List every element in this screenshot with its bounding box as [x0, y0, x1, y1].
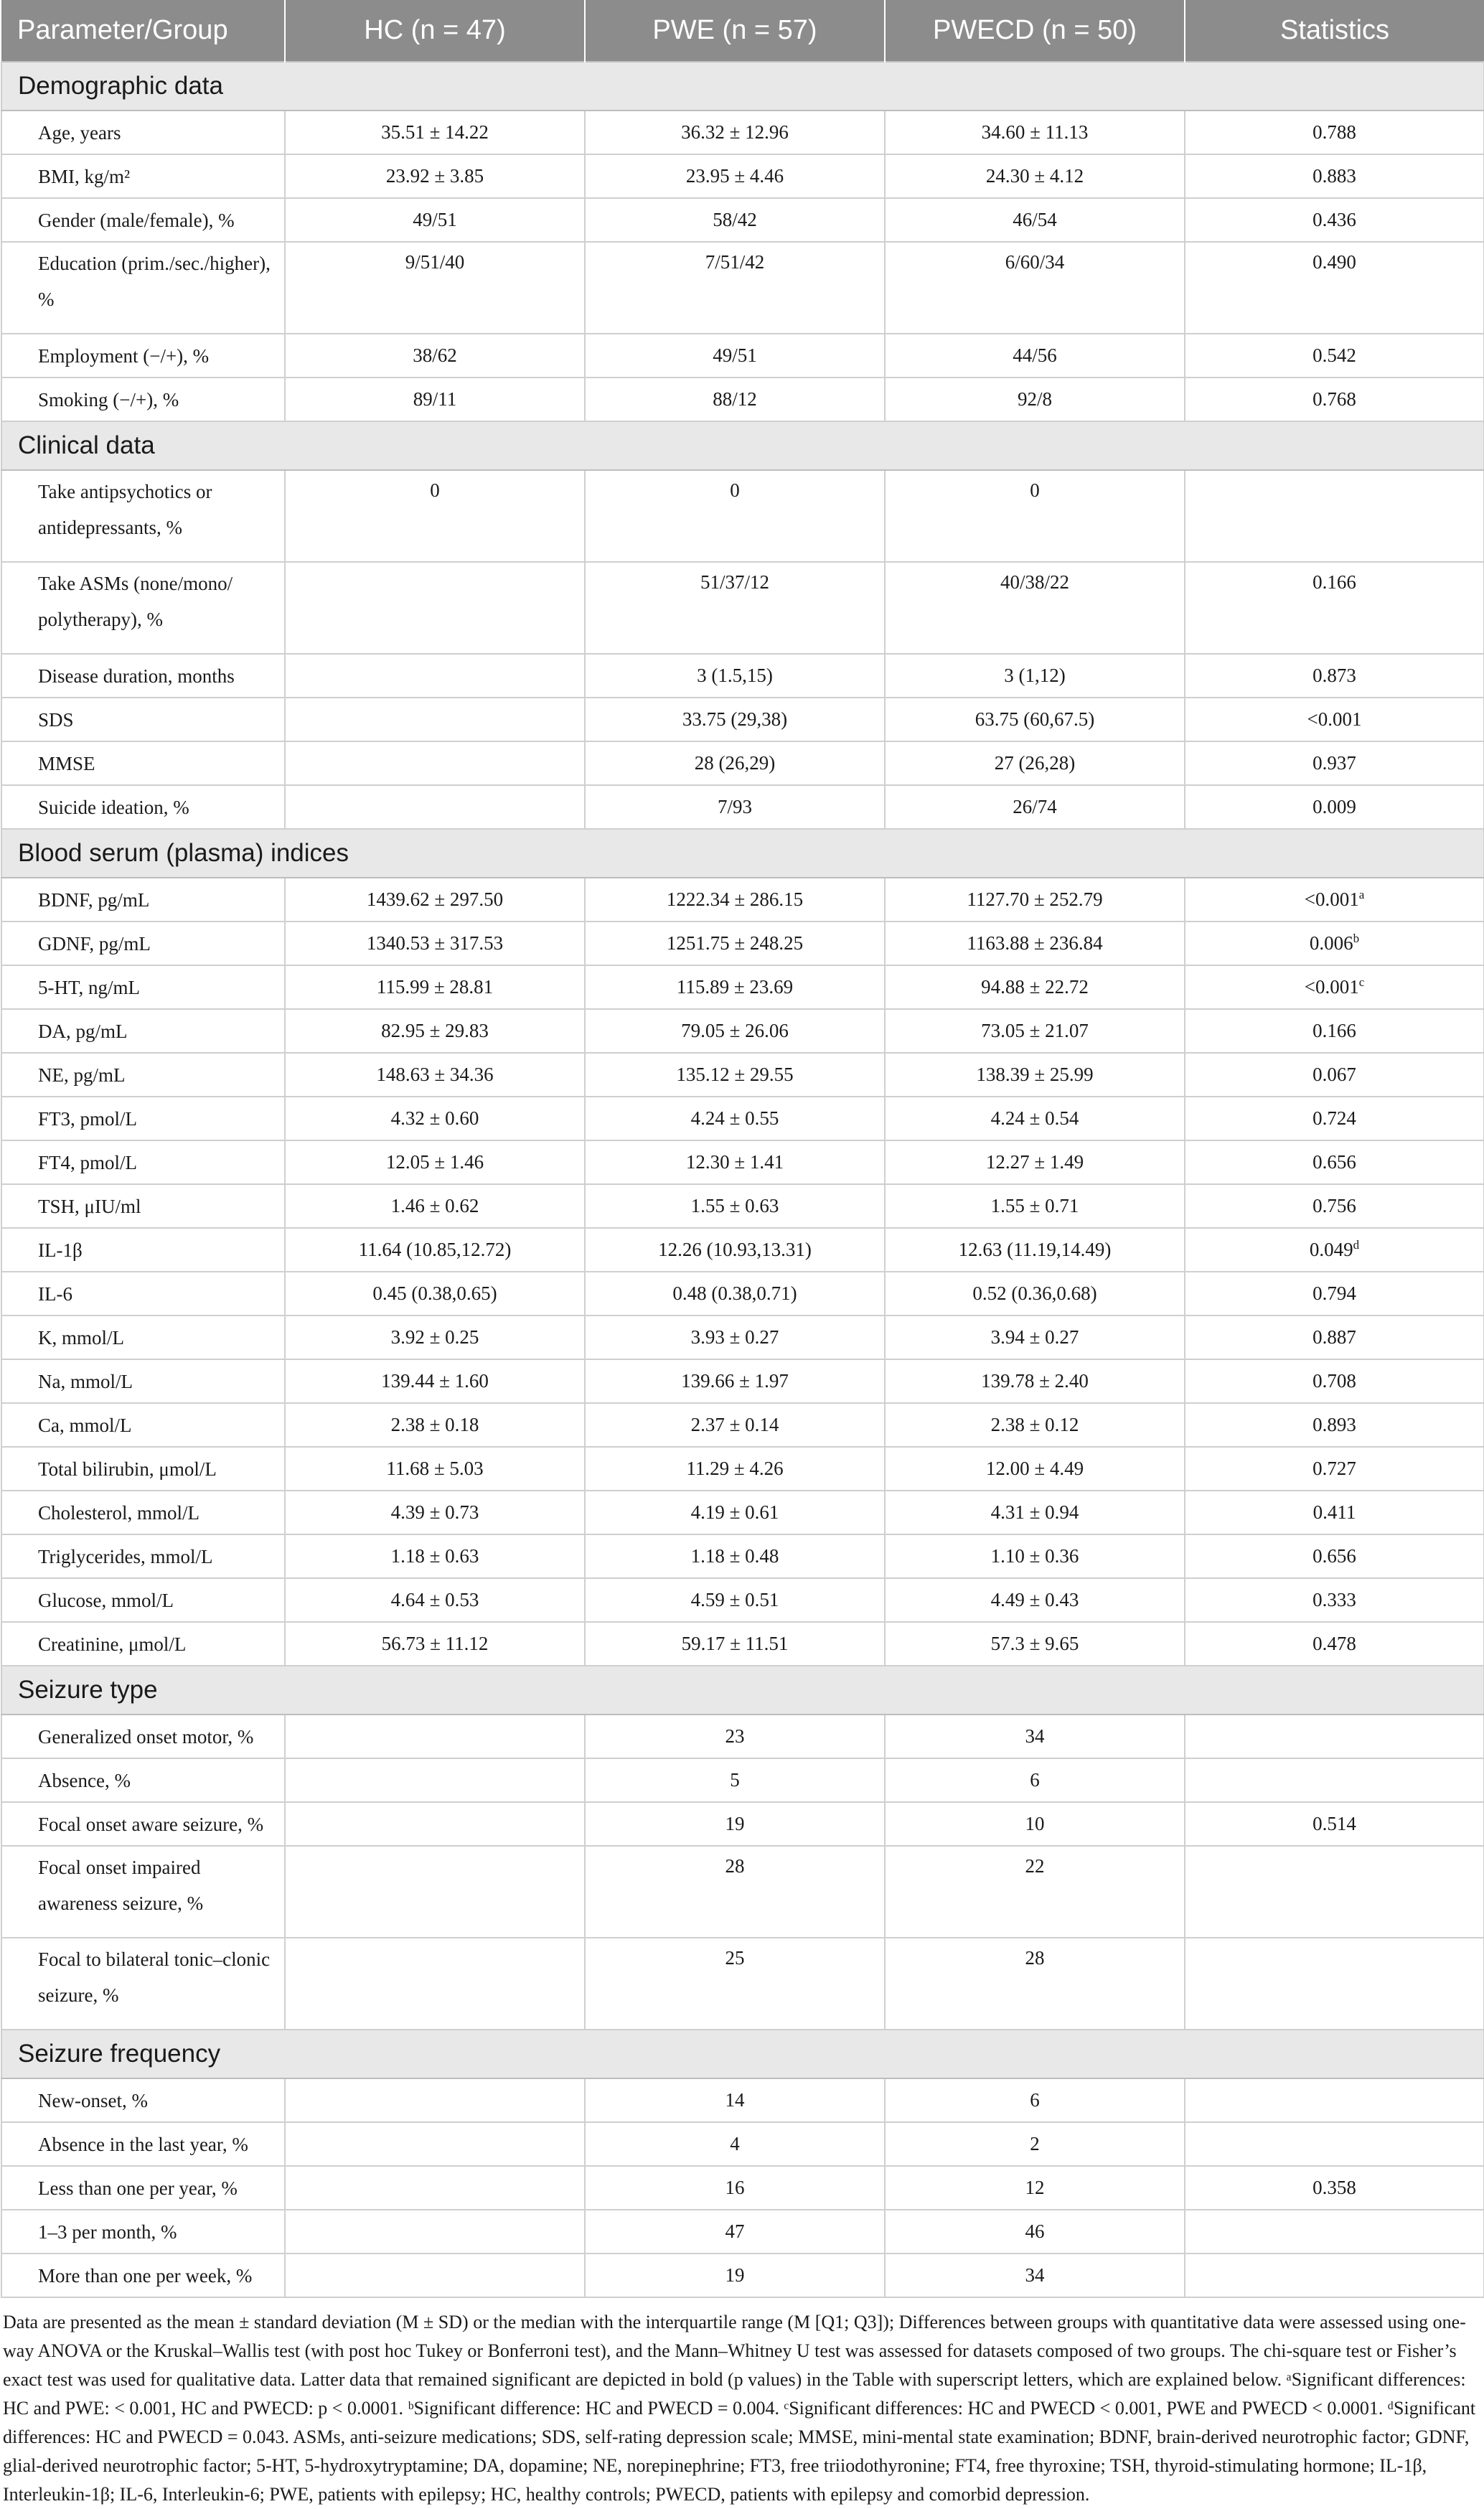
hc-value — [285, 1802, 585, 1846]
statistics-value: 0.411 — [1185, 1491, 1484, 1534]
data-table — [1, 0, 1484, 2298]
table-row — [1, 562, 1484, 654]
pwecd-value: 34.60 ± 11.13 — [885, 111, 1185, 154]
pwe-value: 1222.34 ± 286.15 — [585, 878, 885, 921]
statistics-value: 0.756 — [1185, 1184, 1484, 1228]
pwe-value: 12.26 (10.93,13.31) — [585, 1228, 885, 1272]
row-label: FT3, pmol/L — [1, 1097, 285, 1140]
statistics-number: 0.049 — [1309, 1239, 1353, 1260]
table-row — [1, 1622, 1484, 1666]
statistics-number: <0.001 — [1304, 888, 1359, 910]
row-label: Smoking (−/+), % — [1, 377, 285, 421]
table-row — [1, 921, 1484, 965]
pwe-value: 58/42 — [585, 198, 885, 242]
statistics-value — [1185, 1715, 1484, 1758]
section-header-row — [1, 829, 1484, 878]
section-header-row — [1, 2030, 1484, 2078]
statistics-value: 0.166 — [1185, 1009, 1484, 1053]
row-label: Focal onset impaired awareness seizure, % — [1, 1846, 285, 1938]
table-row — [1, 965, 1484, 1009]
pwecd-value: 6 — [885, 1758, 1185, 1802]
pwecd-value: 1.55 ± 0.71 — [885, 1184, 1185, 1228]
row-label: Gender (male/female), % — [1, 198, 285, 242]
hc-value: 148.63 ± 34.36 — [285, 1053, 585, 1097]
statistics-value — [1185, 1758, 1484, 1802]
row-label: Total bilirubin, μmol/L — [1, 1447, 285, 1491]
row-label: GDNF, pg/mL — [1, 921, 285, 965]
header-row — [1, 0, 1484, 62]
row-label: Na, mmol/L — [1, 1359, 285, 1403]
table-row — [1, 1140, 1484, 1184]
pwe-value: 28 — [585, 1846, 885, 1938]
hc-value: 1.18 ± 0.63 — [285, 1534, 585, 1578]
hc-value — [285, 698, 585, 741]
table-row — [1, 698, 1484, 741]
statistics-value: <0.001 — [1185, 698, 1484, 741]
hc-value: 1.46 ± 0.62 — [285, 1184, 585, 1228]
pwecd-value: 0.52 (0.36,0.68) — [885, 1272, 1185, 1316]
table-row — [1, 1715, 1484, 1758]
hc-value — [285, 654, 585, 698]
statistics-number: 0.006 — [1309, 932, 1353, 954]
table-row — [1, 1534, 1484, 1578]
hc-value: 3.92 ± 0.25 — [285, 1316, 585, 1359]
pwecd-value: 28 — [885, 1938, 1185, 2030]
hc-value — [285, 785, 585, 829]
pwe-value: 33.75 (29,38) — [585, 698, 885, 741]
hc-value: 12.05 ± 1.46 — [285, 1140, 585, 1184]
table-row — [1, 741, 1484, 785]
footnote-marker: d — [1353, 1238, 1360, 1252]
hc-value — [285, 1846, 585, 1938]
hc-value: 56.73 ± 11.12 — [285, 1622, 585, 1666]
row-label: DA, pg/mL — [1, 1009, 285, 1053]
table-footnote: Data are presented as the mean ± standard deviation (M ± SD) or the median with the interquartile range (M [Q1; Q3]); Differences between groups with quantitative data were assessed using one-way ANOVA or the Kruskal–Wallis test (with post hoc Tukey or Bonferroni test), and the Mann–Whitney U test was assessed for datasets composed of two groups. The chi-square test or Fisher’s exact test was used for qualitative data. Latter data that remained significant are depicted in bold (p values) in the Table with superscript letters, which are explained below. ᵃSignificant differences: HC and PWE: < 0.001, HC and PWECD: p < 0.0001. ᵇSignificant difference: HC and PWECD = 0.004. ᶜSignificant differences: HC and PWECD < 0.001, PWE and PWECD < 0.0001. ᵈSignificant differences: HC and PWECD = 0.043. ASMs, anti-seizure medications; SDS, self-rating depression scale; MMSE, mini-mental state examination; BDNF, brain-derived neurotrophic factor; GDNF, glial-derived neurotrophic factor; 5-HT, 5-hydroxytryptamine; DA, dopamine; NE, norepinephrine; FT3, free triiodothyronine; FT4, free thyroxine; TSH, thyroid-stimulating hormone; IL-1β, Interleukin-1β; IL-6, Interleukin-6; PWE, patients with epilepsy; HC, healthy controls; PWECD, patients with epilepsy and comorbid depression. — [3, 2312, 1476, 2505]
row-label: FT4, pmol/L — [1, 1140, 285, 1184]
hc-value — [285, 2078, 585, 2122]
table-row — [1, 1272, 1484, 1316]
row-label: Age, years — [1, 111, 285, 154]
table-row — [1, 654, 1484, 698]
pwe-value: 1.55 ± 0.63 — [585, 1184, 885, 1228]
hc-value — [285, 1938, 585, 2030]
pwe-value: 16 — [585, 2166, 885, 2210]
row-label: NE, pg/mL — [1, 1053, 285, 1097]
hc-value: 49/51 — [285, 198, 585, 242]
statistics-value: 0.794 — [1185, 1272, 1484, 1316]
section-header-row — [1, 1666, 1484, 1715]
table-row — [1, 1802, 1484, 1846]
section-title: Demographic data — [1, 62, 1484, 111]
pwe-value: 7/93 — [585, 785, 885, 829]
table-row — [1, 2078, 1484, 2122]
hc-value: 1439.62 ± 297.50 — [285, 878, 585, 921]
pwe-value: 59.17 ± 11.51 — [585, 1622, 885, 1666]
statistics-value: 0.478 — [1185, 1622, 1484, 1666]
hc-value — [285, 562, 585, 654]
pwecd-value: 34 — [885, 1715, 1185, 1758]
table-row — [1, 785, 1484, 829]
hc-value: 4.64 ± 0.53 — [285, 1578, 585, 1622]
statistics-value: 0.873 — [1185, 654, 1484, 698]
pwe-value: 4 — [585, 2122, 885, 2166]
statistics-value — [1185, 2210, 1484, 2254]
hc-value — [285, 2210, 585, 2254]
pwe-value: 19 — [585, 2254, 885, 2297]
statistics-value: 0.166 — [1185, 562, 1484, 654]
statistics-value: 0.893 — [1185, 1403, 1484, 1447]
pwecd-value: 4.24 ± 0.54 — [885, 1097, 1185, 1140]
header-pwe: PWE (n = 57) — [585, 0, 885, 62]
pwe-value: 4.59 ± 0.51 — [585, 1578, 885, 1622]
hc-value: 115.99 ± 28.81 — [285, 965, 585, 1009]
pwecd-value: 139.78 ± 2.40 — [885, 1359, 1185, 1403]
table-row — [1, 1316, 1484, 1359]
row-label: SDS — [1, 698, 285, 741]
pwe-value: 1251.75 ± 248.25 — [585, 921, 885, 965]
table-row — [1, 1578, 1484, 1622]
hc-value — [285, 2254, 585, 2297]
pwecd-value: 10 — [885, 1802, 1185, 1846]
row-label: Ca, mmol/L — [1, 1403, 285, 1447]
row-label: IL-6 — [1, 1272, 285, 1316]
row-label: BMI, kg/m² — [1, 154, 285, 198]
pwe-value: 51/37/12 — [585, 562, 885, 654]
hc-value — [285, 741, 585, 785]
hc-value: 2.38 ± 0.18 — [285, 1403, 585, 1447]
statistics-value: 0.436 — [1185, 198, 1484, 242]
pwe-value: 25 — [585, 1938, 885, 2030]
pwecd-value: 1163.88 ± 236.84 — [885, 921, 1185, 965]
table-row — [1, 1938, 1484, 2030]
section-title: Clinical data — [1, 421, 1484, 470]
table-row — [1, 1491, 1484, 1534]
pwecd-value: 12 — [885, 2166, 1185, 2210]
footnote-marker: c — [1358, 975, 1365, 989]
pwe-value: 2.37 ± 0.14 — [585, 1403, 885, 1447]
table-row — [1, 154, 1484, 198]
hc-value: 4.39 ± 0.73 — [285, 1491, 585, 1534]
statistics-value — [1185, 921, 1484, 965]
pwe-value: 12.30 ± 1.41 — [585, 1140, 885, 1184]
pwe-value: 49/51 — [585, 334, 885, 377]
table-row — [1, 198, 1484, 242]
table-row — [1, 470, 1484, 562]
pwe-value: 5 — [585, 1758, 885, 1802]
hc-value: 139.44 ± 1.60 — [285, 1359, 585, 1403]
header-hc: HC (n = 47) — [285, 0, 585, 62]
statistics-value: 0.883 — [1185, 154, 1484, 198]
statistics-value: 0.937 — [1185, 741, 1484, 785]
pwe-value: 1.18 ± 0.48 — [585, 1534, 885, 1578]
hc-value: 23.92 ± 3.85 — [285, 154, 585, 198]
row-label: Glucose, mmol/L — [1, 1578, 285, 1622]
statistics-value — [1185, 470, 1484, 562]
pwe-value: 0 — [585, 470, 885, 562]
row-label: 1–3 per month, % — [1, 2210, 285, 2254]
row-label: K, mmol/L — [1, 1316, 285, 1359]
table-row — [1, 1228, 1484, 1272]
table-row — [1, 111, 1484, 154]
statistics-value: 0.727 — [1185, 1447, 1484, 1491]
pwecd-value: 63.75 (60,67.5) — [885, 698, 1185, 741]
pwe-value: 23 — [585, 1715, 885, 1758]
pwecd-value: 6 — [885, 2078, 1185, 2122]
statistics-value: 0.514 — [1185, 1802, 1484, 1846]
pwe-value: 88/12 — [585, 377, 885, 421]
row-label: New-onset, % — [1, 2078, 285, 2122]
pwe-value: 47 — [585, 2210, 885, 2254]
statistics-value: 0.788 — [1185, 111, 1484, 154]
pwecd-value: 1127.70 ± 252.79 — [885, 878, 1185, 921]
hc-value: 0.45 (0.38,0.65) — [285, 1272, 585, 1316]
pwecd-value: 94.88 ± 22.72 — [885, 965, 1185, 1009]
row-label: TSH, μIU/ml — [1, 1184, 285, 1228]
hc-value — [285, 1758, 585, 1802]
hc-value — [285, 1715, 585, 1758]
statistics-value: 0.490 — [1185, 242, 1484, 334]
pwecd-value: 12.27 ± 1.49 — [885, 1140, 1185, 1184]
footnote-marker: a — [1358, 888, 1365, 901]
pwecd-value: 4.31 ± 0.94 — [885, 1491, 1185, 1534]
hc-value: 0 — [285, 470, 585, 562]
pwecd-value: 27 (26,28) — [885, 741, 1185, 785]
statistics-value: 0.542 — [1185, 334, 1484, 377]
statistics-value — [1185, 1228, 1484, 1272]
row-label: Disease duration, months — [1, 654, 285, 698]
statistics-value — [1185, 965, 1484, 1009]
statistics-value: 0.009 — [1185, 785, 1484, 829]
row-label: IL-1β — [1, 1228, 285, 1272]
table-row — [1, 1009, 1484, 1053]
pwe-value: 19 — [585, 1802, 885, 1846]
pwecd-value: 138.39 ± 25.99 — [885, 1053, 1185, 1097]
section-header-row — [1, 62, 1484, 111]
table-row — [1, 1097, 1484, 1140]
statistics-value: 0.887 — [1185, 1316, 1484, 1359]
hc-value: 4.32 ± 0.60 — [285, 1097, 585, 1140]
statistics-number: <0.001 — [1304, 976, 1359, 998]
section-title: Seizure frequency — [1, 2030, 1484, 2078]
table-row — [1, 1758, 1484, 1802]
pwe-value: 4.24 ± 0.55 — [585, 1097, 885, 1140]
row-label: Absence, % — [1, 1758, 285, 1802]
pwe-value: 14 — [585, 2078, 885, 2122]
pwecd-value: 46/54 — [885, 198, 1185, 242]
pwecd-value: 40/38/22 — [885, 562, 1185, 654]
row-label: Employment (−/+), % — [1, 334, 285, 377]
row-label: Take antipsychotics or antidepressants, % — [1, 470, 285, 562]
hc-value: 11.64 (10.85,12.72) — [285, 1228, 585, 1272]
pwe-value: 115.89 ± 23.69 — [585, 965, 885, 1009]
pwe-value: 0.48 (0.38,0.71) — [585, 1272, 885, 1316]
pwecd-value: 2 — [885, 2122, 1185, 2166]
row-label: BDNF, pg/mL — [1, 878, 285, 921]
statistics-value: 0.333 — [1185, 1578, 1484, 1622]
pwe-value: 28 (26,29) — [585, 741, 885, 785]
section-title: Seizure type — [1, 1666, 1484, 1715]
section-title: Blood serum (plasma) indices — [1, 829, 1484, 878]
statistics-value — [1185, 1938, 1484, 2030]
pwecd-value: 6/60/34 — [885, 242, 1185, 334]
pwe-value: 139.66 ± 1.97 — [585, 1359, 885, 1403]
hc-value — [285, 2166, 585, 2210]
statistics-value: 0.656 — [1185, 1140, 1484, 1184]
pwecd-value: 73.05 ± 21.07 — [885, 1009, 1185, 1053]
row-label: Absence in the last year, % — [1, 2122, 285, 2166]
pwecd-value: 4.49 ± 0.43 — [885, 1578, 1185, 1622]
pwecd-value: 22 — [885, 1846, 1185, 1938]
row-label: Cholesterol, mmol/L — [1, 1491, 285, 1534]
statistics-value: 0.656 — [1185, 1534, 1484, 1578]
pwecd-value: 3.94 ± 0.27 — [885, 1316, 1185, 1359]
pwecd-value: 2.38 ± 0.12 — [885, 1403, 1185, 1447]
table-body — [1, 62, 1484, 2297]
table-row — [1, 2122, 1484, 2166]
pwecd-value: 26/74 — [885, 785, 1185, 829]
statistics-value: 0.768 — [1185, 377, 1484, 421]
table-row — [1, 377, 1484, 421]
statistics-value — [1185, 2122, 1484, 2166]
hc-value: 11.68 ± 5.03 — [285, 1447, 585, 1491]
pwecd-value: 0 — [885, 470, 1185, 562]
pwe-value: 11.29 ± 4.26 — [585, 1447, 885, 1491]
pwe-value: 3.93 ± 0.27 — [585, 1316, 885, 1359]
pwecd-value: 92/8 — [885, 377, 1185, 421]
hc-value: 89/11 — [285, 377, 585, 421]
statistics-value — [1185, 2254, 1484, 2297]
pwecd-value: 3 (1,12) — [885, 654, 1185, 698]
hc-value: 38/62 — [285, 334, 585, 377]
hc-value — [285, 2122, 585, 2166]
row-label: Focal onset aware seizure, % — [1, 1802, 285, 1846]
row-label: Less than one per year, % — [1, 2166, 285, 2210]
statistics-value — [1185, 878, 1484, 921]
pwecd-value: 57.3 ± 9.65 — [885, 1622, 1185, 1666]
table-row — [1, 1184, 1484, 1228]
table-row — [1, 2166, 1484, 2210]
pwe-value: 23.95 ± 4.46 — [585, 154, 885, 198]
row-label: Suicide ideation, % — [1, 785, 285, 829]
table-row — [1, 1846, 1484, 1938]
hc-value: 82.95 ± 29.83 — [285, 1009, 585, 1053]
header-parameter: Parameter/Group — [1, 0, 285, 62]
pwecd-value: 34 — [885, 2254, 1185, 2297]
row-label: More than one per week, % — [1, 2254, 285, 2297]
pwe-value: 7/51/42 — [585, 242, 885, 334]
pwe-value: 4.19 ± 0.61 — [585, 1491, 885, 1534]
pwe-value: 135.12 ± 29.55 — [585, 1053, 885, 1097]
statistics-value: 0.358 — [1185, 2166, 1484, 2210]
statistics-value: 0.724 — [1185, 1097, 1484, 1140]
pwe-value: 36.32 ± 12.96 — [585, 111, 885, 154]
header-statistics: Statistics — [1185, 0, 1484, 62]
table-row — [1, 1447, 1484, 1491]
header-pwecd: PWECD (n = 50) — [885, 0, 1185, 62]
table-row — [1, 2254, 1484, 2297]
row-label: Generalized onset motor, % — [1, 1715, 285, 1758]
hc-value: 1340.53 ± 317.53 — [285, 921, 585, 965]
row-label: Focal to bilateral tonic–clonic seizure, % — [1, 1938, 285, 2030]
row-label: Take ASMs (none/mono/ polytherapy), % — [1, 562, 285, 654]
hc-value: 9/51/40 — [285, 242, 585, 334]
row-label: 5-HT, ng/mL — [1, 965, 285, 1009]
table-row — [1, 2210, 1484, 2254]
pwecd-value: 12.63 (11.19,14.49) — [885, 1228, 1185, 1272]
table-row — [1, 242, 1484, 334]
pwe-value: 79.05 ± 26.06 — [585, 1009, 885, 1053]
hc-value: 35.51 ± 14.22 — [285, 111, 585, 154]
table-row — [1, 878, 1484, 921]
table-row — [1, 334, 1484, 377]
pwecd-value: 12.00 ± 4.49 — [885, 1447, 1185, 1491]
section-header-row — [1, 421, 1484, 470]
row-label: Triglycerides, mmol/L — [1, 1534, 285, 1578]
row-label: Creatinine, μmol/L — [1, 1622, 285, 1666]
footnote-marker: b — [1353, 932, 1360, 945]
statistics-value — [1185, 1846, 1484, 1938]
pwecd-value: 44/56 — [885, 334, 1185, 377]
pwecd-value: 24.30 ± 4.12 — [885, 154, 1185, 198]
table-row — [1, 1359, 1484, 1403]
table-row — [1, 1053, 1484, 1097]
pwe-value: 3 (1.5,15) — [585, 654, 885, 698]
table-row — [1, 1403, 1484, 1447]
pwecd-value: 46 — [885, 2210, 1185, 2254]
row-label: Education (prim./sec./higher), % — [1, 242, 285, 334]
statistics-value — [1185, 2078, 1484, 2122]
pwecd-value: 1.10 ± 0.36 — [885, 1534, 1185, 1578]
statistics-value: 0.708 — [1185, 1359, 1484, 1403]
row-label: MMSE — [1, 741, 285, 785]
statistics-value: 0.067 — [1185, 1053, 1484, 1097]
